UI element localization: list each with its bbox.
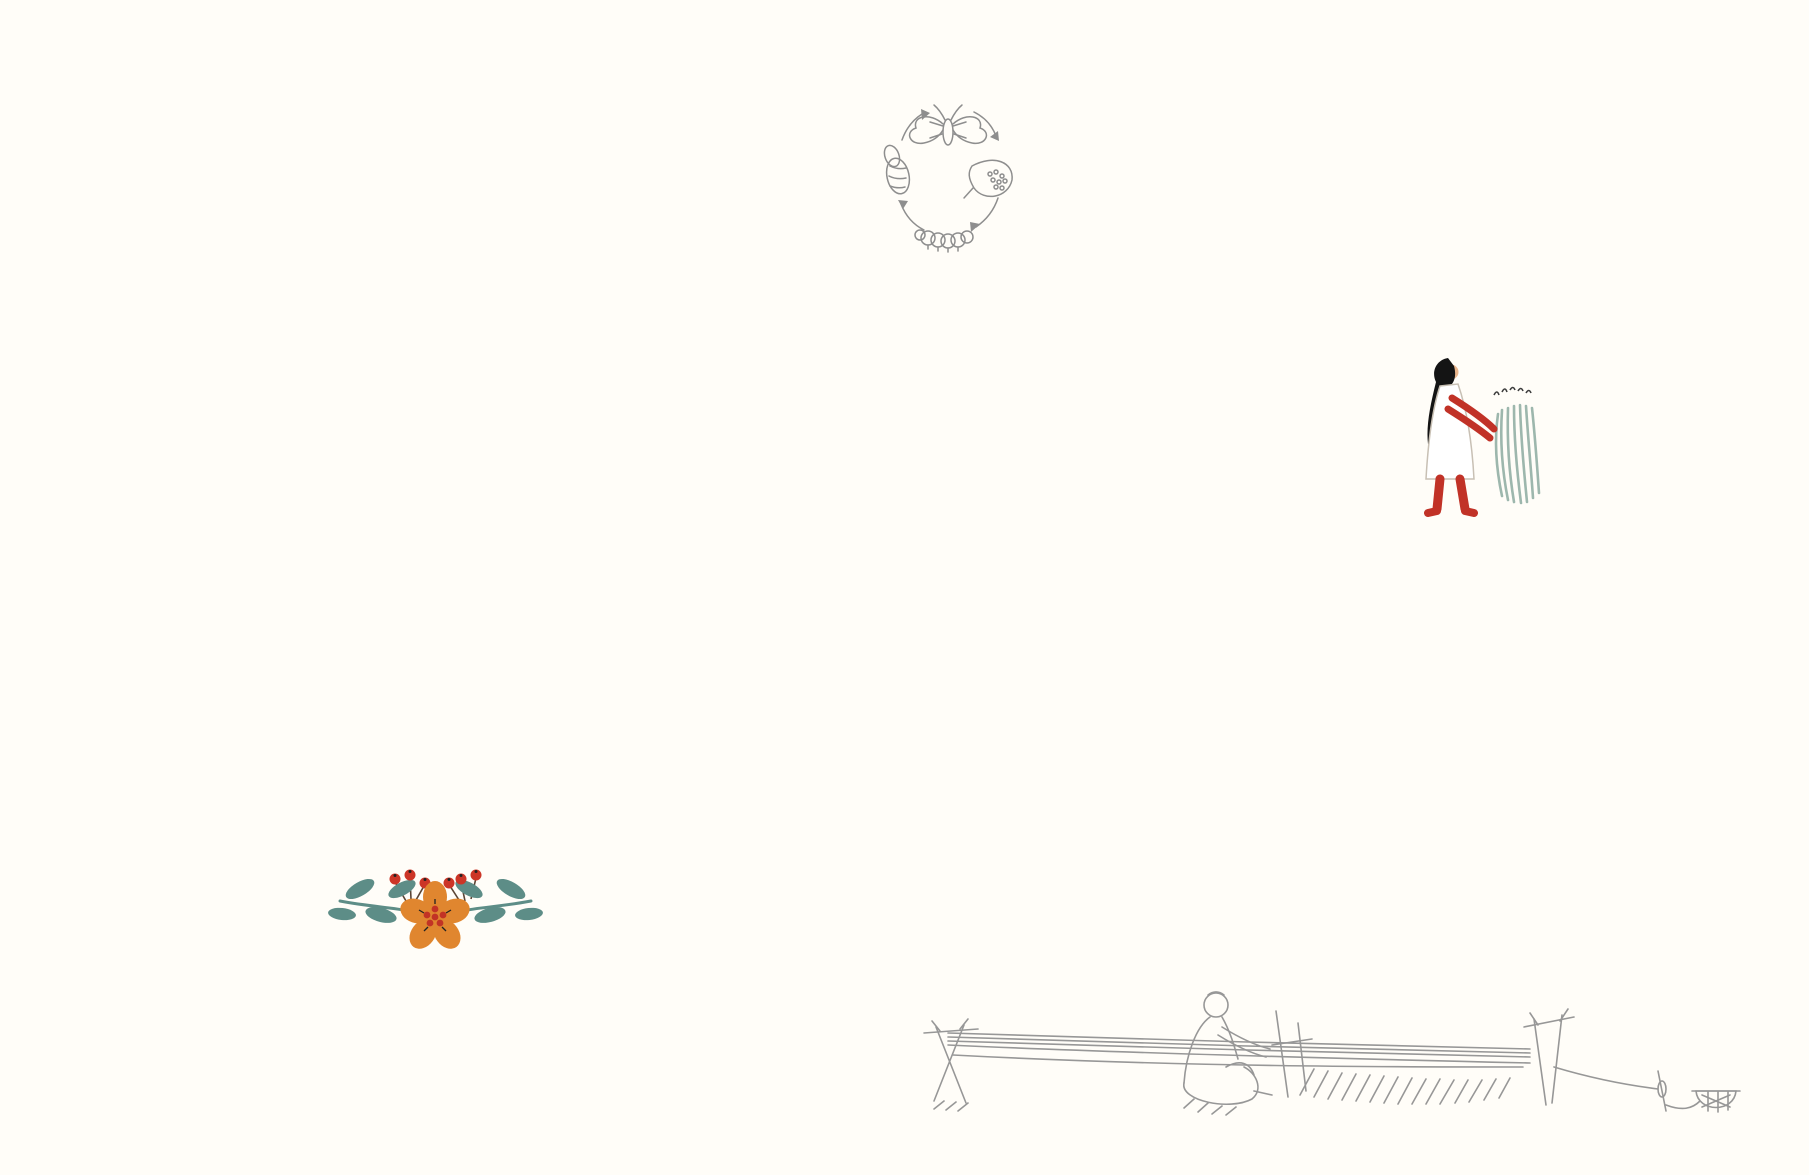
border-top-pattern [0,0,1809,30]
right-page-column-2 [1186,82,1488,268]
right-page-column-1 [872,82,1168,260]
page-title [95,63,775,77]
border-bottom-pattern [0,1141,1809,1175]
egyptian-weaver-space [1364,82,1488,268]
silkworm-lifecycle-illustration [872,86,1024,258]
egyptian-weaver-illustration [1390,348,1545,523]
ground-loom-illustration [878,975,1763,1130]
flower-ornament-icon [318,845,553,980]
left-page [95,70,775,114]
border-right-pattern [1784,30,1809,1141]
border-left-pattern [0,30,26,1141]
